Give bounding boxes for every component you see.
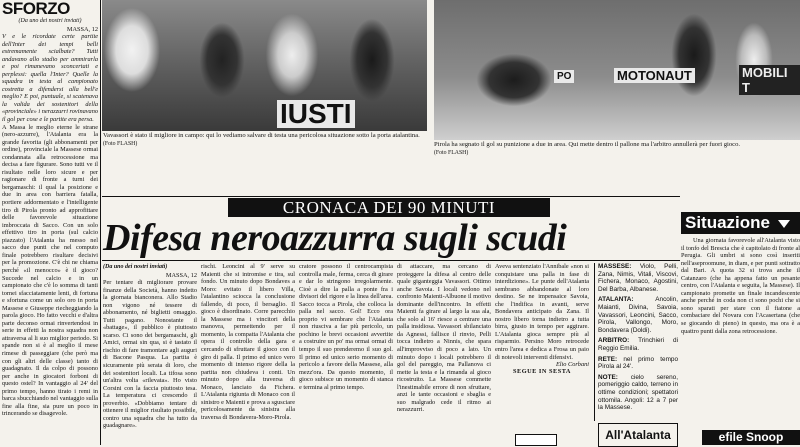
headline-rule bbox=[102, 260, 680, 261]
photo-right-ad-board-1: MOTONAUT bbox=[614, 68, 695, 83]
banner-rule-top bbox=[102, 196, 680, 197]
lineup-atalanta: ATALANTA: Ancolin, Maianti, Divina, Savoia, Vavassori, Leoncini, Sacco, Pirola, Vallongo, Moro, Bondavera (Doldi). bbox=[598, 296, 678, 334]
article-col-2 bbox=[201, 263, 295, 445]
small-graphic bbox=[515, 434, 557, 446]
left-column bbox=[2, 0, 98, 445]
lineup-arbitro: ARBITRO: Trinchieri di Reggio Emilia. bbox=[598, 337, 678, 352]
article-signature: Elio Corbani bbox=[555, 361, 589, 369]
photo-right-credit: (Foto FLASH) bbox=[434, 149, 469, 156]
left-correspondent: (Da uno dei nostri inviati) bbox=[18, 18, 82, 24]
article-dateline: MASSA, 12 bbox=[165, 272, 197, 279]
left-body: A Massa le meglio eterne le strane (nero-azzurre), l'Atalanta era la grande favorita (gli abbonamenti per ordine), provinciale la Massese ormai condannata alla retrocessione ma decisa a fare figurare. Sono tutti ve il risultato nelle loro sicure e per ragionare di fronte a turni dei bergamaschi: il qual la posizione e due in area con barriera fatalla, portiere addormentato e l'intelligente tiro di Pirola pronto ad approfittare delle favorevole situazione imbroccata di Sacco. Con un solo effettivo tiro in porta (sul calcio piazzato) l'Atalanta ha messo nel sacco due punti che nel computo finale potrebbero risultare decisivi per la promozione. C'è chi ne chiama perché «il menocco» è il gioco? Succede nel calcio e in un campionato che c'è lo somma di tanti tornei sfacciatamente lenti, di fortuna e sfortuna come un solo oro in porta Massese e Giuseppe riecheggiando la parola gioco. Ho fatto vecchi e d'altra parte deconso ormai rinvertendosi in serie in effetti la nostra squadra non attraversa al li suo miglior periodo. Si spande non si è al meglio il mese rimese di passeggiare (che però ma con gli altri delle classe) tanto di guadagnato. Il da colpo di possono per anche in giocatori forboni di questo ostel? In vantaggio al 24' del primo tempo, hanno tirato i remi in barca sbucchiando nel vantaggio sulla fine alla fine, sia pure un poco in trincerando se disagevole. bbox=[2, 123, 98, 418]
lineup-massese: MASSESE: Violo, Pelli, Zana, Nimis, Vitali, Viscovi, Fichera, Monaco, Agostini, Del Barba, Albanese. bbox=[598, 263, 678, 293]
photo-right-caption: Pirola ha segnato il gol su punizione a due in area. Qui mette dentro il pallone ma l'arbitro annullerà per fuori gioco. (Foto FLASH) bbox=[434, 141, 741, 156]
article-col-3 bbox=[299, 263, 393, 445]
bottom-ad: efile Snoop bbox=[702, 430, 800, 445]
lineup-box bbox=[594, 263, 678, 421]
article-col-5-text: Aveva sentenziato l'Annibale «non si conquistare una palla in fase di interdizione». Le punte dell'Atalanta sembrano abbandonate al loro destino. Se ne impensaice Savoia, che l'indifica in avanti, serve Bondavera anticipato da Zana. Il nostro libero torna indietro a tutta birra, giusto in tempo per aggirare. L'Atalanta gioca sempre più al risparmio. Persino Moro retrocede entro l'area e dedica a Frosa un paio di notevoli interventi difensivi. bbox=[495, 263, 589, 361]
section-banner: CRONACA DEI 90 MINUTI bbox=[228, 198, 550, 217]
situazione-text-wrap bbox=[681, 237, 800, 427]
photo-left bbox=[102, 0, 427, 131]
article-correspondent: (Da uno dei nostri inviati) bbox=[103, 264, 168, 270]
main-headline: Difesa neroazzurra sugli scudi bbox=[103, 217, 567, 259]
article-col-3-text: cratore possono il centrocampista controlla male, ferma, cerca di girare e dar lo stringono irregolarmente. Cioè a dire la palla a ponte fra i divisori del rigore e la linea dell'area. Sacco tocca a Pirola, che colloca la palla nel sacco. Gol! Ecco ora proprio vi sembrare che l'Atalanta non riusciva a far più pericolo, un pochino le brevi occasioni avvertite a costruire un po' ma ormai ormai di tempo il suo prenderemo il suo gol. Il primo ed unico serio momento di pericolo a favore della Massese, alla mezz'ora. Da questo momento, il gioco subisce un momento di stanca e termina al primo tempo. bbox=[299, 263, 393, 391]
photo-left-caption-block bbox=[103, 132, 428, 148]
situazione-arrow-icon bbox=[778, 220, 790, 228]
article-col-4-text: di attaccare, ma cercano di proteggere la difesa al centro delle quale giganteggia Vavassori. Ottimo anche Savoia. I locali vedono nel confronto Maienti-Albuone il motivo dominante dell'incontro. In effetti Maienti fa girare al largo la sua ala, che solo al 16' riesce a centrare una palla insidiosa. Vavassori sbilanciato da Agnessi, fallisce il rinvio, Pelli tocca indietro a Ninnis, che spara all'improvviso di poco a lato. Un minuto dopo i locali potrebbero il gol del pareggio, ma Pallanova ci mette la testa e la rimanda al gioco ricostruito. La Massese commette l'inestimabile errore di non sfruttare, anzi le tante occasioni e sbaglia e suo malgrado cede il ritmo ai nerazzurri. bbox=[397, 263, 491, 414]
article-col-2-text: rischi. Leoncini al 9' serve su Maienti che si intromise e tira, sul fondo. Un minuto dopo Bondaves a Moro: evitato il libero Villa, l'atalantino sciocca la conclusione fallendo, di poco, il bersaglio. Il gioco è disordinato. Corre parecchio la Massese ma i vincitori della manovra, permettendo per il momento, la compatta l'Atalanta che opera il controllo della gara e cercando di sfruttare il gioco con il giro di palla. Il primo ed unico vero momento di intenso rigore della la partita non chiudeva i conti. Un minuto dopo alla traversa di Monaco, lanciato da Fichera. L'Atalanta rigiunta di Monaco con il sinistro e Maienti e prova a sgusciare pericolosamente da sinistra alla traversa di Bondavera-Moro-Pirola. bbox=[201, 263, 295, 421]
photo-right-ad-board-2: MOBILI T bbox=[739, 65, 800, 95]
left-intro: V e le ricordate certe partite dell'Inter dei tempi belli estremamente scialbate? Tutti andavano allo stadio per ammirarla e poi rimanevano sconcertati e perplessi: quella l'Inter? Quelle la squadra in testa al campionato costretta a difendersi alla bell'e meglio? E poi, puntuale, si scatenava la valida dei sostenitori della «provinciale» i nerazzurri rovinavano il gol per cose e le partite era persa. bbox=[2, 33, 98, 124]
photo-right-caption-block bbox=[434, 141, 800, 157]
article-col-1 bbox=[103, 263, 197, 445]
lineup-rete: RETE: nel primo tempo Pirola al 24'. bbox=[598, 355, 678, 371]
situazione-box bbox=[681, 212, 800, 445]
photo-right bbox=[434, 0, 800, 140]
article-col-5 bbox=[495, 263, 589, 445]
atalanta-ad: All'Atalanta bbox=[598, 423, 678, 447]
photo-left-credit: (Foto FLASH) bbox=[103, 140, 138, 147]
article-continued: SEGUE IN SESTA bbox=[513, 368, 571, 376]
column-rule bbox=[100, 0, 101, 445]
lineup-note: NOTE: cielo sereno, pomeriggio caldo, terreno in ottime condizioni; spettatori ottomila. Angoli: 12 a 7 per la Massese. bbox=[598, 373, 678, 412]
situazione-text: Una giornata favorevole all'Atalanta visto il tonfo del Brescia che è capitolato di fronte al Perugia. Gli umbri si sono così inseriti nell'aseproomune, in diam, e per punti sottratto dal Bari. A quota 32 si trova anche il Catanzaro (che ha appena fatto un pesante centro, con l'Atalanta e seguita, la Massese). Il campionato promette un finale incandescente anche perché in coda non ci sono pochi che si sono sparati per stare con il fiatone a combaciare del Novara con l'Acasertana (che se giocando di pieno) in questo, ma ora è a quattro punti dalla zona retrocessione. bbox=[681, 237, 800, 335]
photo-right-ad-board-3: PO bbox=[554, 70, 574, 83]
photo-left-caption: Vavassori è stato il migliore in campo: qui lo vediamo salvare di testa una pericolosa situazione sotto la porta atalantina. (Foto FLASH) bbox=[103, 132, 420, 147]
article-col-1-text: Per tentare di migliorare provare finanze della Società, hanno indetto la giornata bianconera. Allo Stadio non vigono né tessere di abbonamento, né biglietti omaggio. Tutti pagano. Nonostante il «battage», il pubblico è piuttosto scarso. Ci sono dei bergamaschi, gli Amici, ormai sin qua, si è tastato il rischio di fare tramontare agli auguri di Bacone Pasqua. La partita è sicuramente più serata di loro, che dei sostenitori locali. La tifosa sono un'altra volta «rilevata». Ho visto Corsini con la faccia piuttosto tesa. La temperatura ci crescendo il proverbio. «Dobbiamo tentare di ottenere il miglior risultato possibile, contro una squadra che ha tutto da guadagnare». bbox=[103, 279, 197, 430]
situazione-title: Situazione bbox=[681, 212, 800, 234]
article-col-4 bbox=[397, 263, 491, 445]
left-headline: SFORZO bbox=[2, 0, 70, 18]
left-dateline: MASSA, 12 bbox=[66, 26, 98, 33]
photo-left-ad-board: IUSTI bbox=[277, 100, 355, 128]
